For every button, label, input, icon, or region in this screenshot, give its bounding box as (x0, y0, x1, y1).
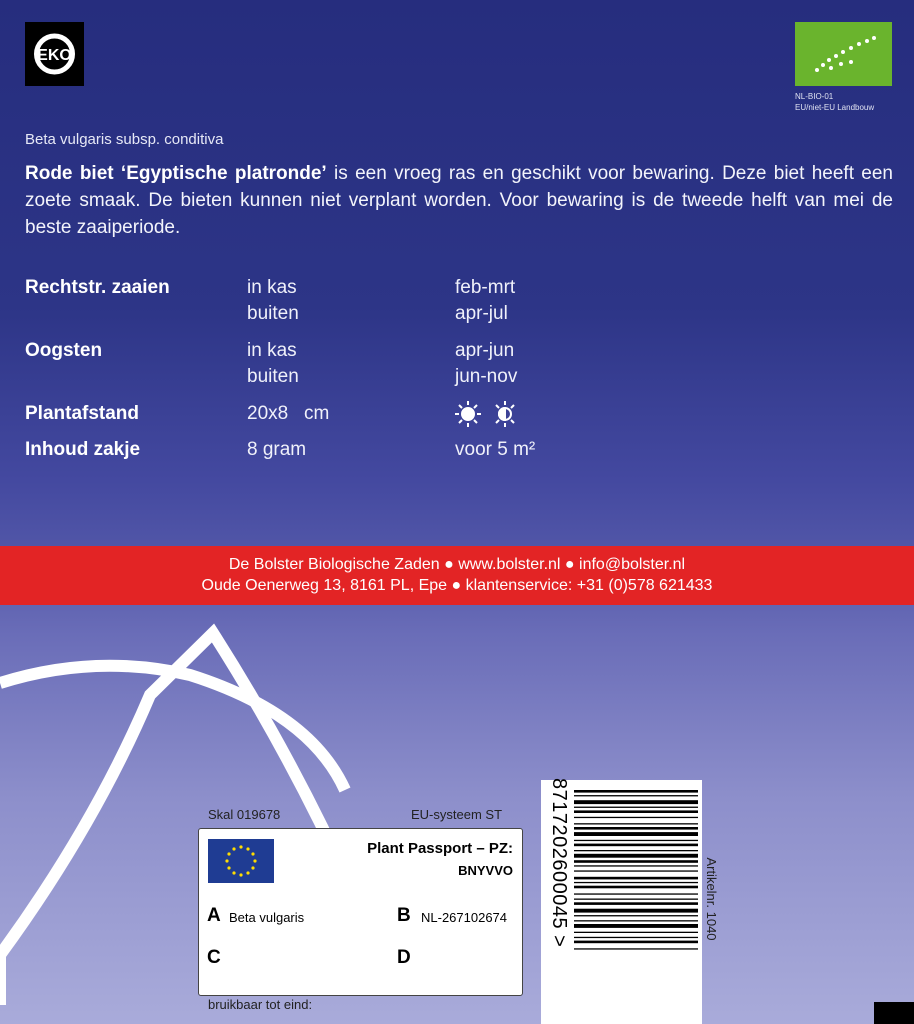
harvest-where-2: buiten (247, 366, 299, 387)
barcode-bar (574, 870, 698, 871)
barcode-bar (574, 844, 698, 847)
spacing-label: Plantafstand (25, 403, 140, 424)
company-band (0, 546, 914, 605)
eko-logo (25, 22, 84, 86)
eu-organic-origin: EU/niet-EU Landbouw (795, 103, 875, 112)
spacing-unit: cm (304, 403, 330, 424)
passport-c-letter: C (207, 947, 221, 968)
sowing-where-1: in kas (247, 277, 297, 298)
eu-organic-code: NL-BIO-01 (795, 92, 834, 101)
sowing-when-2: apr-jul (455, 303, 508, 324)
best-before-label: bruikbaar tot eind: (208, 997, 313, 1012)
product-name: Rode biet ‘Egyptische platronde’ (25, 163, 327, 184)
content-value: 8 gram (247, 439, 307, 460)
eu-organic-logo (795, 22, 892, 86)
barcode-bar (574, 823, 698, 824)
barcode-bar (574, 790, 698, 793)
barcode (541, 780, 702, 1024)
description-text: is een vroeg ras en geschikt voor bewaring. Deze biet heeft een zoete smaak. De bieten kunnen niet verplant worden. Voor bewaring is de tweede helft van mei de beste zaaiperiode. (25, 163, 893, 238)
sowing-when-1: feb-mrt (455, 277, 516, 298)
barcode-number: 8717202600045 (548, 778, 570, 930)
barcode-bar (574, 915, 698, 916)
barcode-bar (574, 909, 698, 913)
barcode-bar (574, 937, 698, 938)
eu-organic-leaf-icon (795, 22, 892, 86)
company-line-2: Oude Oenerweg 13, 8161 PL, Epe ● klantenservice: +31 (0)578 621433 (201, 577, 713, 594)
barcode-bar (574, 886, 698, 889)
company-line-1: De Bolster Biologische Zaden ● www.bolster.nl ● info@bolster.nl (228, 556, 686, 573)
barcode-bar (574, 832, 698, 836)
plant-passport (198, 828, 523, 996)
barcode-bar (574, 817, 698, 818)
sun-icon (455, 401, 481, 427)
barcode-bar (574, 865, 698, 866)
passport-title: Plant Passport – PZ: (367, 840, 513, 857)
skal-number: Skal 019678 (208, 807, 281, 822)
eko-logo-text: EKO (37, 47, 72, 64)
barcode-bar (574, 800, 698, 804)
sowing-label: Rechtstr. zaaien (25, 277, 170, 298)
eko-logo-icon (25, 22, 84, 86)
product-description (25, 160, 893, 241)
passport-b-letter: B (397, 905, 411, 926)
passport-code: BNYVVO (458, 863, 513, 878)
barcode-bar (574, 941, 698, 944)
barcode-bar (574, 854, 698, 858)
harvest-when-1: apr-jun (455, 340, 515, 361)
eu-flag-icon (208, 839, 274, 883)
barcode-bar (574, 877, 698, 880)
barcode-bar (574, 924, 698, 928)
article-number: Artikelnr. 1040 (704, 857, 719, 941)
light-icons (455, 400, 521, 428)
harvest-where-1: in kas (247, 340, 297, 361)
barcode-bar (574, 807, 698, 808)
barcode-bar (574, 882, 698, 883)
sowing-where-2: buiten (247, 303, 299, 324)
barcode-bar (574, 948, 698, 949)
barcode-bars (574, 788, 700, 1020)
barcode-digits (548, 778, 570, 1010)
passport-a-letter: A (207, 905, 221, 926)
harvest-when-2: jun-nov (455, 366, 518, 387)
barcode-bar (574, 920, 698, 921)
barcode-bar (574, 902, 698, 905)
harvest-label: Oogsten (25, 340, 103, 361)
barcode-bar (574, 795, 698, 796)
passport-a-value: Beta vulgaris (229, 910, 305, 925)
barcode-bar (574, 932, 698, 933)
passport-b-value: NL-267102674 (421, 910, 508, 925)
passport-d-letter: D (397, 947, 411, 968)
barcode-bar (574, 827, 698, 830)
half-shade-icon (496, 401, 514, 427)
barcode-bar (574, 840, 698, 841)
corner-block (874, 1002, 914, 1024)
eu-system: EU-systeem ST (411, 807, 503, 822)
barcode-bar (574, 899, 698, 900)
content-label: Inhoud zakje (25, 439, 141, 460)
barcode-arrow: > (548, 935, 570, 948)
latin-name: Beta vulgaris subsp. conditiva (25, 131, 224, 148)
barcode-bar (574, 810, 698, 813)
barcode-bar (574, 860, 698, 863)
content-coverage: voor 5 m² (455, 439, 536, 460)
spacing-number: 20x8 (247, 403, 289, 424)
spacing-value (247, 403, 329, 425)
barcode-bar (574, 850, 698, 851)
barcode-bar (574, 893, 698, 894)
